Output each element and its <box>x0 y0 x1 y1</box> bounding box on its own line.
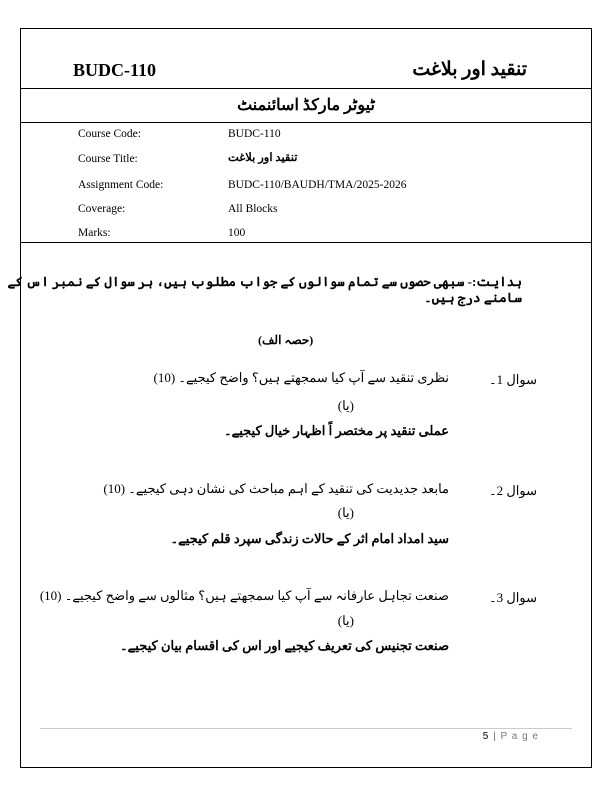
assignment-code-value: BUDC-110/BAUDH/TMA/2025-2026 <box>228 179 407 191</box>
alternate-question: صنعت تجنیس کی تعریف کیجیے اور اس کی اقسام بیان کیجیے۔ <box>120 638 449 653</box>
page-label: | P a g e <box>493 731 539 742</box>
or-label: (یا) <box>337 613 354 628</box>
question-text: نظری تنقید سے آپ کیا سمجھتے ہیں؟ واضح کیجیے۔ (10) <box>153 370 449 385</box>
assignment-title: ٹیوٹر مارکڈ اسائنمنٹ <box>237 97 375 114</box>
course-title-label: Course Title: <box>78 153 138 165</box>
coverage-label: Coverage: <box>78 203 126 215</box>
question-label: سوال 3۔ <box>488 590 537 605</box>
question-label: سوال 1۔ <box>488 372 537 387</box>
assignment-code-label: Assignment Code: <box>78 179 164 191</box>
divider <box>20 122 592 123</box>
alternate-question: عملی تنقید پر مختصر اً اظہار خیال کیجیے۔ <box>224 423 449 438</box>
header-course-title: تنقید اور بلاغت <box>412 59 527 80</box>
or-label: (یا) <box>337 505 354 520</box>
marks-value: 100 <box>228 227 246 239</box>
page-number: 5 <box>482 731 490 742</box>
alternate-question: سید امداد امام اثر کے حالات زندگی سپرد قلم کیجیے۔ <box>170 531 449 546</box>
footer-divider <box>40 728 572 729</box>
question-text: مابعد جدیدیت کی تنقید کے اہم مباحث کی نشان دہی کیجیے۔ (10) <box>103 481 449 496</box>
course-title-value: تنقید اور بلاغت <box>228 152 298 164</box>
course-code-label: Course Code: <box>78 128 141 140</box>
or-label: (یا) <box>337 398 354 413</box>
instruction: ہدایت:- سبھی حصوں سے تمام سوالوں کے جواب مطلوب ہیں، ہر سوال کے نمبر اس کے سامنے درج ہیں۔ <box>7 274 522 305</box>
page-footer <box>483 731 539 742</box>
question-label: سوال 2۔ <box>488 483 537 498</box>
section-heading: (حصہ الف) <box>258 333 314 347</box>
coverage-value: All Blocks <box>228 203 278 215</box>
question-text: صنعت تجاہل عارفانہ سے آپ کیا سمجھتے ہیں؟ مثالوں سے واضح کیجیے۔ (10) <box>39 588 449 603</box>
divider <box>20 88 592 89</box>
header-course-code: BUDC-110 <box>73 60 157 80</box>
marks-label: Marks: <box>78 227 111 239</box>
divider <box>20 242 592 243</box>
course-code-value: BUDC-110 <box>228 128 281 140</box>
